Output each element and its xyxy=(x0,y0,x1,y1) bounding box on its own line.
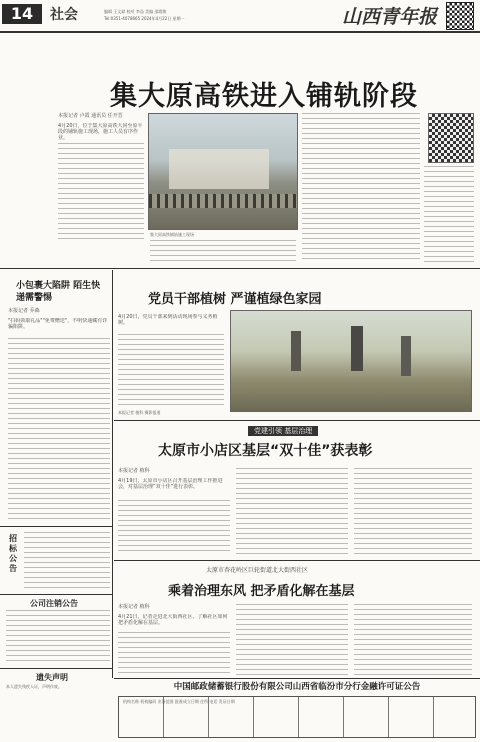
story5-headline: 乘着治理东风 把矛盾化解在基层 xyxy=(168,584,355,599)
story2-headline: 小包裹大陷阱 陌生快递需警惕 xyxy=(16,281,101,303)
top-photo xyxy=(148,113,298,230)
story5-kicker: 太原市杏花岭区巨轮街道北大街西社区 xyxy=(206,567,309,574)
story4-kicker: 党建引领 基层治理 xyxy=(248,426,318,436)
masthead: 山西青年报 xyxy=(342,6,438,28)
story2-lead: "扫码领取礼品""免费赠送"，不明快递藏有诈骗陷阱。 xyxy=(8,318,108,330)
page-number: 14 xyxy=(2,4,42,24)
story4-byline: 本报记者 植科 xyxy=(118,468,150,474)
ad-table-text: 机构名称 机构编码 业务范围 批准成立日期 住所 电话 发证日期 xyxy=(123,699,235,704)
story3-headline: 党员干部植树 严谨植绿色家园 xyxy=(148,292,322,307)
story5-byline: 本报记者 植科 xyxy=(118,604,150,610)
top-photo-caption: 集大原高铁铺轨施工现场 xyxy=(150,232,194,237)
notice-text-3: 本人遗失残疾人证，声明作废。 xyxy=(6,684,62,689)
story2-byline: 本报记者 乔森 xyxy=(8,308,40,314)
ad-table xyxy=(118,696,476,738)
editors: 编辑 王文斌 校对 李品 美编 邵霞敏 xyxy=(104,9,167,14)
top-lead: 4月20日，位于集大原高铁大同至原平段的铺轨施工现场，施工人员有序作业。 xyxy=(58,123,143,141)
contact-info: Tel:0351-4078665 2024年4月22日 星期一 xyxy=(104,16,185,21)
top-headline: 集大原高铁进入铺轨阶段 xyxy=(110,81,418,112)
notice-title-3: 遗失声明 xyxy=(36,673,68,682)
notice-label-1: 招标公告 xyxy=(9,534,17,573)
section-name: 社会 xyxy=(50,7,78,23)
notice-title-2: 公司注销公告 xyxy=(30,599,78,608)
qr-code-icon xyxy=(446,2,474,30)
ad-title: 中国邮政储蓄银行股份有限公司山西省临汾市分行金融许可证公告 xyxy=(173,682,421,692)
top-byline: 本报记者 卢霞 通讯员 任开晋 xyxy=(58,113,123,119)
story4-headline: 太原市小店区基层“双十佳”获表彰 xyxy=(158,443,373,459)
story3-photo xyxy=(230,310,472,412)
story5-lead: 4月21日，记者走进北大街西社区，了解社区如何把矛盾化解在基层。 xyxy=(118,614,228,626)
story4-lead: 4月19日，太原市小店区召开基层治理工作推进会，对基层治理“双十佳”进行表彰。 xyxy=(118,478,223,490)
story3-lead: 4月20日，党员干部来到活动现场参与义务植树。 xyxy=(118,314,218,326)
story3-photo-credit: 本报记者 植科 摄影报道 xyxy=(118,410,161,415)
qr-code-small-icon xyxy=(428,113,474,163)
